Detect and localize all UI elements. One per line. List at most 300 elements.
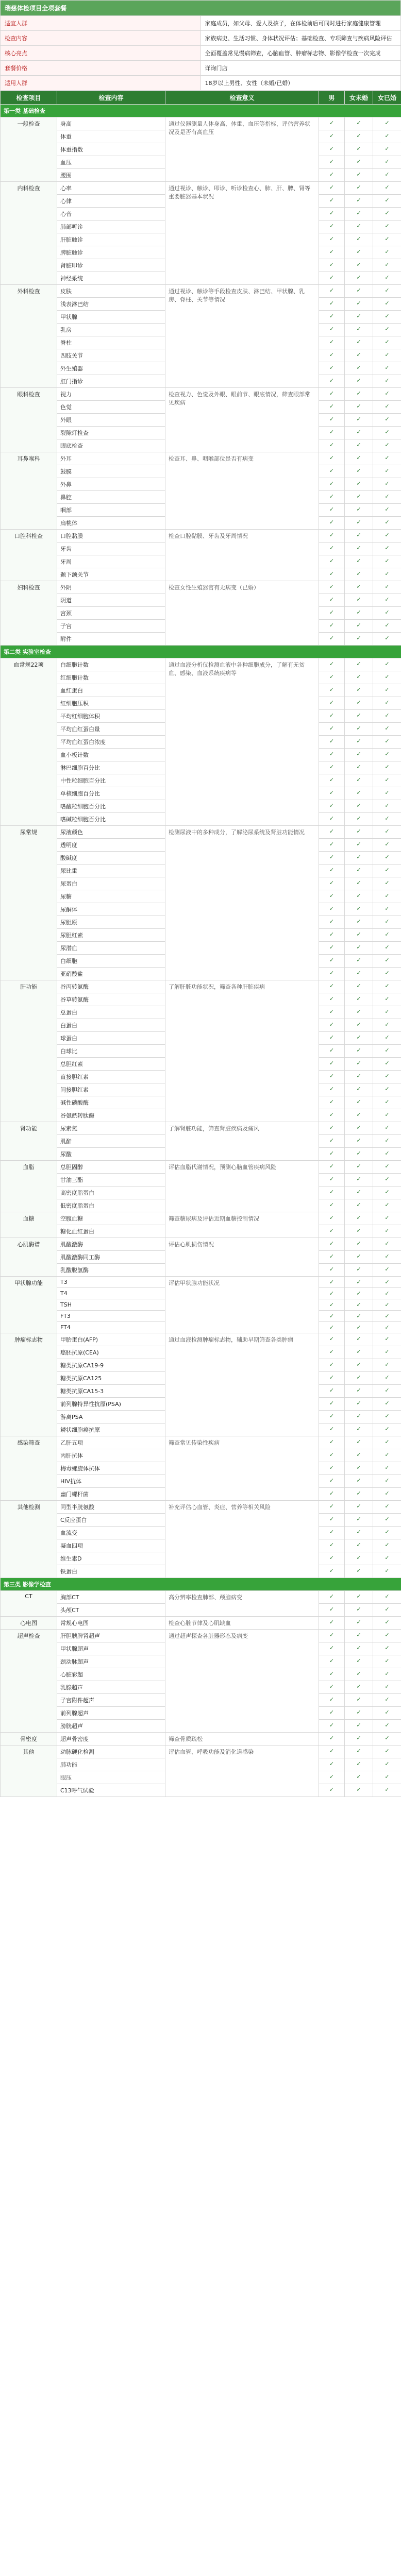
table-row (1, 1212, 401, 1225)
meaning-cell: 了解肾脏功能，筛查肾脏疾病及痛风 (165, 1122, 319, 1161)
check-icon: ✓ (373, 877, 401, 890)
header-label-2: 检查内容 (1, 31, 201, 46)
check-icon: ✓ (373, 478, 401, 491)
item-cell: 血红蛋白 (57, 684, 165, 697)
check-icon: ✓ (319, 388, 345, 401)
check-icon: ✓ (345, 813, 373, 826)
section-title: 第二类 实验室检查 (1, 646, 401, 658)
check-icon: ✓ (373, 1212, 401, 1225)
item-cell: FT4 (57, 1322, 165, 1333)
check-icon: ✓ (319, 1720, 345, 1733)
check-icon: ✓ (345, 1681, 373, 1694)
exam-table (0, 91, 401, 1797)
check-icon: ✓ (319, 749, 345, 761)
category-cell: 血常规22项 (1, 658, 57, 826)
check-icon: ✓ (319, 362, 345, 375)
check-icon: ✓ (373, 1565, 401, 1578)
header-title: 瑞慈体检项目全项套餐 (1, 1, 401, 16)
item-cell: FT3 (57, 1311, 165, 1322)
table-row (1, 452, 401, 465)
check-icon: ✓ (345, 658, 373, 671)
check-icon: ✓ (345, 929, 373, 942)
check-icon: ✓ (373, 401, 401, 414)
check-icon: ✓ (345, 1045, 373, 1058)
item-cell: 空腹血糖 (57, 1212, 165, 1225)
check-icon: ✓ (373, 195, 401, 208)
check-icon: ✓ (373, 298, 401, 311)
meaning-cell: 通过视诊、触诊等手段检查皮肤、淋巴结、甲状腺、乳房、脊柱、关节等情况 (165, 285, 319, 388)
check-icon: ✓ (345, 1771, 373, 1784)
check-icon: ✓ (345, 233, 373, 246)
table-row (1, 1333, 401, 1346)
check-icon: ✓ (345, 1311, 373, 1322)
check-icon: ✓ (373, 324, 401, 336)
item-cell: 肺部听诊 (57, 221, 165, 233)
check-icon: ✓ (319, 1745, 345, 1758)
check-icon: ✓ (345, 324, 373, 336)
table-row (1, 1238, 401, 1251)
category-cell: 血糖 (1, 1212, 57, 1238)
check-icon: ✓ (319, 1058, 345, 1071)
item-cell: HIV抗体 (57, 1475, 165, 1488)
table-row (1, 1630, 401, 1642)
item-cell: 心音 (57, 208, 165, 221)
check-icon: ✓ (373, 1681, 401, 1694)
item-cell: 白球比 (57, 1045, 165, 1058)
header-table (0, 0, 401, 91)
check-icon: ✓ (345, 1019, 373, 1032)
check-icon: ✓ (373, 259, 401, 272)
check-icon: ✓ (319, 298, 345, 311)
table-row (1, 980, 401, 993)
category-cell: 肿瘤标志物 (1, 1333, 57, 1436)
check-icon: ✓ (373, 311, 401, 324)
check-icon: ✓ (319, 555, 345, 568)
check-icon: ✓ (345, 1346, 373, 1359)
check-icon: ✓ (345, 517, 373, 530)
check-icon: ✓ (319, 285, 345, 298)
check-icon: ✓ (319, 568, 345, 581)
check-icon: ✓ (345, 594, 373, 607)
check-icon: ✓ (373, 1359, 401, 1372)
check-icon: ✓ (345, 568, 373, 581)
item-cell: 糖类抗原CA15-3 (57, 1385, 165, 1398)
check-icon: ✓ (373, 1311, 401, 1322)
check-icon: ✓ (373, 1733, 401, 1745)
check-icon: ✓ (319, 1591, 345, 1604)
table-row (1, 1617, 401, 1630)
check-icon: ✓ (345, 491, 373, 504)
item-cell: 颈动脉超声 (57, 1655, 165, 1668)
check-icon: ✓ (373, 1411, 401, 1423)
check-icon: ✓ (373, 1299, 401, 1311)
check-icon: ✓ (373, 1333, 401, 1346)
table-row (1, 388, 401, 401)
check-icon: ✓ (345, 800, 373, 813)
check-icon: ✓ (345, 1436, 373, 1449)
check-icon: ✓ (345, 143, 373, 156)
check-icon: ✓ (373, 1436, 401, 1449)
check-icon: ✓ (373, 710, 401, 723)
check-icon: ✓ (373, 736, 401, 749)
check-icon: ✓ (345, 865, 373, 877)
check-icon: ✓ (373, 852, 401, 865)
check-icon: ✓ (345, 362, 373, 375)
check-icon: ✓ (373, 1135, 401, 1148)
category-cell: 妇科检查 (1, 581, 57, 646)
item-cell: 鼓膜 (57, 465, 165, 478)
check-icon: ✓ (345, 1694, 373, 1707)
check-icon: ✓ (319, 427, 345, 439)
check-icon: ✓ (373, 993, 401, 1006)
meaning-cell: 检查心脏节律及心肌缺血 (165, 1617, 319, 1630)
check-icon: ✓ (373, 504, 401, 517)
item-cell: 鳞状细胞癌抗原 (57, 1423, 165, 1436)
meaning-cell: 通过仪器测量人体身高、体重、血压等指标，评估营养状况及是否有高血压 (165, 117, 319, 182)
item-cell: 色觉 (57, 401, 165, 414)
item-cell: 白细胞 (57, 955, 165, 968)
table-row (1, 581, 401, 594)
item-cell: 腰围 (57, 169, 165, 182)
item-cell: 尿蛋白 (57, 877, 165, 890)
check-icon: ✓ (319, 272, 345, 285)
check-icon: ✓ (319, 1187, 345, 1199)
item-cell: 子宫附件超声 (57, 1694, 165, 1707)
item-cell: 眼压 (57, 1771, 165, 1784)
check-icon: ✓ (345, 581, 373, 594)
check-icon: ✓ (319, 865, 345, 877)
category-cell: 外科检查 (1, 285, 57, 388)
header-female-married: 女已婚 (373, 91, 401, 105)
check-icon: ✓ (319, 1694, 345, 1707)
item-cell: 维生素D (57, 1552, 165, 1565)
check-icon: ✓ (319, 761, 345, 774)
table-row (1, 1161, 401, 1174)
meaning-cell: 评估甲状腺功能状况 (165, 1277, 319, 1333)
item-cell: 皮肤 (57, 285, 165, 298)
item-cell: 乳房 (57, 324, 165, 336)
item-cell: 体重 (57, 130, 165, 143)
item-cell: 癌胚抗原(CEA) (57, 1346, 165, 1359)
check-icon: ✓ (345, 272, 373, 285)
check-icon: ✓ (345, 1655, 373, 1668)
meaning-cell: 高分辨率检查肺部、颅脑病变 (165, 1591, 319, 1617)
check-icon: ✓ (345, 208, 373, 221)
check-icon: ✓ (319, 800, 345, 813)
check-icon: ✓ (319, 1449, 345, 1462)
item-cell: 肝胆胰脾肾超声 (57, 1630, 165, 1642)
item-cell: 外阴 (57, 581, 165, 594)
check-icon: ✓ (373, 594, 401, 607)
check-icon: ✓ (319, 1096, 345, 1109)
check-icon: ✓ (345, 349, 373, 362)
check-icon: ✓ (319, 1212, 345, 1225)
check-icon: ✓ (319, 633, 345, 646)
check-icon: ✓ (345, 1745, 373, 1758)
item-cell: 高密度脂蛋白 (57, 1187, 165, 1199)
item-cell: 游离PSA (57, 1411, 165, 1423)
category-cell: 肝功能 (1, 980, 57, 1122)
item-cell: 低密度脂蛋白 (57, 1199, 165, 1212)
item-cell: 子宫 (57, 620, 165, 633)
check-icon: ✓ (373, 903, 401, 916)
item-cell: 胸部CT (57, 1591, 165, 1604)
item-cell: 肌酸激酶同工酶 (57, 1251, 165, 1264)
check-icon: ✓ (319, 1264, 345, 1277)
item-cell: T4 (57, 1288, 165, 1299)
check-icon: ✓ (319, 1514, 345, 1527)
item-cell: 尿胆原 (57, 916, 165, 929)
check-icon: ✓ (345, 1264, 373, 1277)
meaning-cell: 通过血液分析仪检测血液中各种细胞成分，了解有无贫血、感染、血液系统疾病等 (165, 658, 319, 826)
check-icon: ✓ (319, 1436, 345, 1449)
check-icon: ✓ (319, 375, 345, 388)
check-icon: ✓ (319, 1552, 345, 1565)
check-icon: ✓ (319, 1707, 345, 1720)
check-icon: ✓ (373, 1122, 401, 1135)
item-cell: TSH (57, 1299, 165, 1311)
check-icon: ✓ (345, 1187, 373, 1199)
check-icon: ✓ (373, 749, 401, 761)
check-icon: ✓ (373, 272, 401, 285)
category-cell: 甲状腺功能 (1, 1277, 57, 1333)
check-icon: ✓ (345, 1398, 373, 1411)
check-icon: ✓ (345, 787, 373, 800)
item-cell: 平均血红蛋白量 (57, 723, 165, 736)
check-icon: ✓ (373, 1109, 401, 1122)
category-cell: 一般检查 (1, 117, 57, 182)
check-icon: ✓ (319, 1411, 345, 1423)
check-icon: ✓ (373, 1187, 401, 1199)
check-icon: ✓ (345, 1199, 373, 1212)
item-cell: 糖化血红蛋白 (57, 1225, 165, 1238)
check-icon: ✓ (345, 259, 373, 272)
item-cell: 肛门指诊 (57, 375, 165, 388)
check-icon: ✓ (319, 877, 345, 890)
check-icon: ✓ (373, 1032, 401, 1045)
check-icon: ✓ (345, 1032, 373, 1045)
meaning-cell: 检测尿液中的多种成分，了解泌尿系统及肾脏功能情况 (165, 826, 319, 980)
check-icon: ✓ (345, 1475, 373, 1488)
check-icon: ✓ (373, 233, 401, 246)
check-icon: ✓ (319, 349, 345, 362)
check-icon: ✓ (345, 388, 373, 401)
category-cell: 感染筛查 (1, 1436, 57, 1501)
meaning-cell: 筛查糖尿病及评估近期血糖控制情况 (165, 1212, 319, 1238)
item-cell: 糖类抗原CA19-9 (57, 1359, 165, 1372)
check-icon: ✓ (373, 1655, 401, 1668)
item-cell: 牙周 (57, 555, 165, 568)
check-icon: ✓ (319, 1359, 345, 1372)
item-cell: 心脏彩超 (57, 1668, 165, 1681)
check-icon: ✓ (373, 414, 401, 427)
table-row (1, 285, 401, 298)
item-cell: 尿胆红素 (57, 929, 165, 942)
meaning-cell: 评估心肌损伤情况 (165, 1238, 319, 1277)
check-icon: ✓ (373, 1527, 401, 1539)
check-icon: ✓ (373, 1539, 401, 1552)
check-icon: ✓ (373, 491, 401, 504)
item-cell: 动脉硬化检测 (57, 1745, 165, 1758)
check-icon: ✓ (319, 1423, 345, 1436)
exam-table-body (1, 105, 401, 1797)
check-icon: ✓ (319, 1032, 345, 1045)
check-icon: ✓ (319, 414, 345, 427)
check-icon: ✓ (345, 633, 373, 646)
category-cell: 心肌酶谱 (1, 1238, 57, 1277)
header-label-3: 核心亮点 (1, 46, 201, 61)
check-icon: ✓ (345, 697, 373, 710)
check-icon: ✓ (373, 1771, 401, 1784)
item-cell: 常规心电图 (57, 1617, 165, 1630)
item-cell: 眼底检查 (57, 439, 165, 452)
check-icon: ✓ (345, 1174, 373, 1187)
check-icon: ✓ (373, 1071, 401, 1083)
check-icon: ✓ (319, 1642, 345, 1655)
item-cell: 外鼻 (57, 478, 165, 491)
check-icon: ✓ (319, 1333, 345, 1346)
check-icon: ✓ (319, 1277, 345, 1288)
check-icon: ✓ (373, 1288, 401, 1299)
check-icon: ✓ (319, 787, 345, 800)
table-row (1, 1733, 401, 1745)
check-icon: ✓ (345, 1148, 373, 1161)
check-icon: ✓ (373, 1720, 401, 1733)
category-cell: 口腔科检查 (1, 530, 57, 581)
check-icon: ✓ (345, 1527, 373, 1539)
check-icon: ✓ (373, 336, 401, 349)
check-icon: ✓ (345, 117, 373, 130)
item-cell: 碱性磷酸酶 (57, 1096, 165, 1109)
item-cell: 肺功能 (57, 1758, 165, 1771)
check-icon: ✓ (345, 336, 373, 349)
check-icon: ✓ (319, 955, 345, 968)
check-icon: ✓ (319, 1527, 345, 1539)
item-cell: 视力 (57, 388, 165, 401)
item-cell: 肌酸激酶 (57, 1238, 165, 1251)
item-cell: 总蛋白 (57, 1006, 165, 1019)
check-icon: ✓ (319, 1501, 345, 1514)
check-icon: ✓ (345, 826, 373, 839)
check-icon: ✓ (345, 1733, 373, 1745)
check-icon: ✓ (319, 993, 345, 1006)
check-icon: ✓ (373, 929, 401, 942)
item-cell: C13呼气试验 (57, 1784, 165, 1797)
check-icon: ✓ (319, 1372, 345, 1385)
item-cell: 阴道 (57, 594, 165, 607)
check-icon: ✓ (345, 1707, 373, 1720)
check-icon: ✓ (319, 1539, 345, 1552)
check-icon: ✓ (319, 1251, 345, 1264)
check-icon: ✓ (319, 1346, 345, 1359)
check-icon: ✓ (373, 362, 401, 375)
check-icon: ✓ (373, 1322, 401, 1333)
check-icon: ✓ (345, 452, 373, 465)
check-icon: ✓ (373, 1251, 401, 1264)
check-icon: ✓ (319, 1784, 345, 1797)
check-icon: ✓ (345, 890, 373, 903)
check-icon: ✓ (373, 890, 401, 903)
check-icon: ✓ (373, 980, 401, 993)
section-title: 第一类 基础检查 (1, 105, 401, 117)
check-icon: ✓ (373, 1501, 401, 1514)
item-cell: 乳腺超声 (57, 1681, 165, 1694)
meaning-cell: 检查女性生殖器官有无病变（已婚） (165, 581, 319, 646)
item-cell: 糖类抗原CA125 (57, 1372, 165, 1385)
check-icon: ✓ (345, 1212, 373, 1225)
header-value-4: 详询门店 (201, 61, 401, 76)
item-cell: 脾脏触诊 (57, 246, 165, 259)
check-icon: ✓ (319, 1135, 345, 1148)
item-cell: 谷草转氨酶 (57, 993, 165, 1006)
check-icon: ✓ (373, 1552, 401, 1565)
section-row (1, 646, 401, 658)
check-icon: ✓ (345, 246, 373, 259)
check-icon: ✓ (345, 955, 373, 968)
meaning-cell: 通过视诊、触诊、叩诊、听诊检查心、肺、肝、脾、肾等重要脏器基本状况 (165, 182, 319, 285)
check-icon: ✓ (319, 607, 345, 620)
check-icon: ✓ (319, 1655, 345, 1668)
check-icon: ✓ (319, 1045, 345, 1058)
check-icon: ✓ (345, 555, 373, 568)
check-icon: ✓ (319, 1668, 345, 1681)
section-title: 第三类 影像学检查 (1, 1578, 401, 1591)
table-row (1, 1501, 401, 1514)
check-icon: ✓ (319, 452, 345, 465)
table-row (1, 182, 401, 195)
item-cell: 总胆固醇 (57, 1161, 165, 1174)
item-cell: 扁桃体 (57, 517, 165, 530)
check-icon: ✓ (345, 1488, 373, 1501)
check-icon: ✓ (319, 658, 345, 671)
table-row (1, 1745, 401, 1758)
item-cell: 白细胞计数 (57, 658, 165, 671)
check-icon: ✓ (319, 942, 345, 955)
check-icon: ✓ (373, 1423, 401, 1436)
check-icon: ✓ (319, 581, 345, 594)
check-icon: ✓ (319, 1299, 345, 1311)
check-icon: ✓ (373, 349, 401, 362)
check-icon: ✓ (319, 710, 345, 723)
check-icon: ✓ (373, 1475, 401, 1488)
check-icon: ✓ (319, 1617, 345, 1630)
check-icon: ✓ (373, 1668, 401, 1681)
check-icon: ✓ (373, 774, 401, 787)
check-icon: ✓ (373, 968, 401, 980)
item-cell: C反应蛋白 (57, 1514, 165, 1527)
check-icon: ✓ (345, 968, 373, 980)
header-value-1: 家庭成员，如父母、爱人及孩子，在体检前后可同时进行家庭健康管理 (201, 16, 401, 31)
check-icon: ✓ (319, 1488, 345, 1501)
check-icon: ✓ (373, 581, 401, 594)
check-icon: ✓ (373, 1604, 401, 1617)
check-icon: ✓ (319, 1681, 345, 1694)
check-icon: ✓ (373, 1372, 401, 1385)
item-cell: 浅表淋巴结 (57, 298, 165, 311)
check-icon: ✓ (373, 1277, 401, 1288)
check-icon: ✓ (373, 865, 401, 877)
category-cell: 骨密度 (1, 1733, 57, 1745)
check-icon: ✓ (319, 1385, 345, 1398)
header-value-2: 家族病史、生活习惯、身体状况评估；基础检查、专项筛查与疾病风险评估 (201, 31, 401, 46)
category-cell: 其他 (1, 1745, 57, 1797)
check-icon: ✓ (319, 208, 345, 221)
check-icon: ✓ (345, 130, 373, 143)
item-cell: 谷丙转氨酶 (57, 980, 165, 993)
item-cell: 乳酸脱氢酶 (57, 1264, 165, 1277)
check-icon: ✓ (319, 1083, 345, 1096)
check-icon: ✓ (373, 1045, 401, 1058)
